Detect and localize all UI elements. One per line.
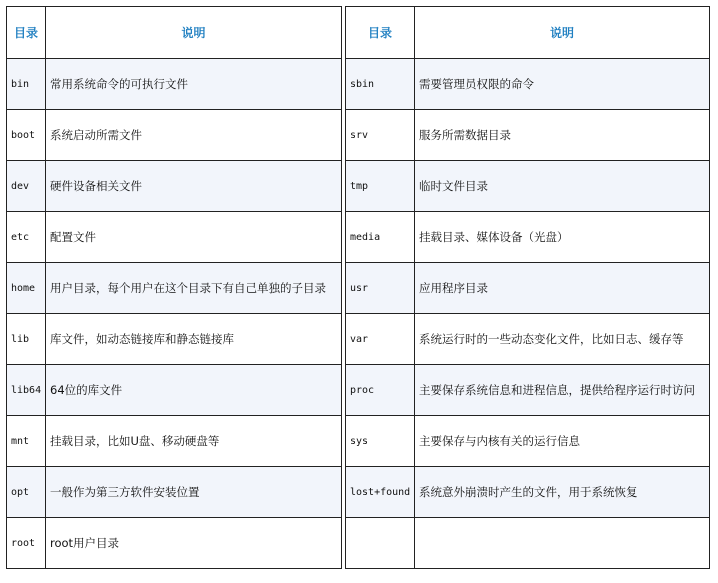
table-row — [7, 263, 342, 314]
desc-cell: root用户目录 — [46, 518, 342, 569]
table-row — [346, 59, 710, 110]
dir-cell: lib64 — [7, 365, 46, 416]
desc-cell: 系统运行时的一些动态变化文件，比如日志、缓存等 — [415, 314, 710, 365]
dir-cell: lib — [7, 314, 46, 365]
table-row — [346, 212, 710, 263]
desc-cell: 一般作为第三方软件安装位置 — [46, 467, 342, 518]
desc-cell — [415, 518, 710, 569]
desc-cell: 库文件，如动态链接库和静态链接库 — [46, 314, 342, 365]
table-row — [7, 314, 342, 365]
desc-cell: 应用程序目录 — [415, 263, 710, 314]
dir-cell: usr — [346, 263, 415, 314]
dir-cell: sys — [346, 416, 415, 467]
dir-cell: sbin — [346, 59, 415, 110]
dir-cell: home — [7, 263, 46, 314]
dir-cell: lost+found — [346, 467, 415, 518]
dir-cell: mnt — [7, 416, 46, 467]
header-dir: 目录 — [346, 7, 415, 59]
desc-cell: 硬件设备相关文件 — [46, 161, 342, 212]
table-row — [346, 110, 710, 161]
dir-cell: media — [346, 212, 415, 263]
dir-cell: etc — [7, 212, 46, 263]
dir-cell: srv — [346, 110, 415, 161]
dir-cell: tmp — [346, 161, 415, 212]
desc-cell: 临时文件目录 — [415, 161, 710, 212]
header-desc: 说明 — [415, 7, 710, 59]
table-row — [7, 467, 342, 518]
desc-cell: 需要管理员权限的命令 — [415, 59, 710, 110]
dir-cell: opt — [7, 467, 46, 518]
desc-cell: 主要保存与内核有关的运行信息 — [415, 416, 710, 467]
desc-cell: 系统启动所需文件 — [46, 110, 342, 161]
table-row — [7, 212, 342, 263]
dir-cell: dev — [7, 161, 46, 212]
table-row — [7, 110, 342, 161]
desc-cell: 用户目录，每个用户在这个目录下有自己单独的子目录 — [46, 263, 342, 314]
table-row — [346, 365, 710, 416]
dir-cell: var — [346, 314, 415, 365]
desc-cell: 系统意外崩溃时产生的文件，用于系统恢复 — [415, 467, 710, 518]
desc-cell: 常用系统命令的可执行文件 — [46, 59, 342, 110]
header-row — [346, 7, 710, 59]
directory-table-right — [345, 6, 710, 569]
table-row — [346, 518, 710, 569]
table-row — [346, 263, 710, 314]
table-row — [346, 161, 710, 212]
header-row — [7, 7, 342, 59]
dir-cell: boot — [7, 110, 46, 161]
directory-table-left — [6, 6, 342, 569]
header-dir: 目录 — [7, 7, 46, 59]
dir-cell: root — [7, 518, 46, 569]
desc-cell: 64位的库文件 — [46, 365, 342, 416]
table-row — [346, 416, 710, 467]
desc-cell: 挂载目录、媒体设备（光盘） — [415, 212, 710, 263]
table-row — [7, 59, 342, 110]
table-row — [7, 416, 342, 467]
table-row — [346, 467, 710, 518]
table-row — [7, 161, 342, 212]
table-row — [346, 314, 710, 365]
table-row — [7, 365, 342, 416]
desc-cell: 配置文件 — [46, 212, 342, 263]
table-row — [7, 518, 342, 569]
desc-cell: 主要保存系统信息和进程信息，提供给程序运行时访问 — [415, 365, 710, 416]
dir-cell: bin — [7, 59, 46, 110]
dir-cell — [346, 518, 415, 569]
desc-cell: 服务所需数据目录 — [415, 110, 710, 161]
desc-cell: 挂载目录，比如U盘、移动硬盘等 — [46, 416, 342, 467]
header-desc: 说明 — [46, 7, 342, 59]
dir-cell: proc — [346, 365, 415, 416]
